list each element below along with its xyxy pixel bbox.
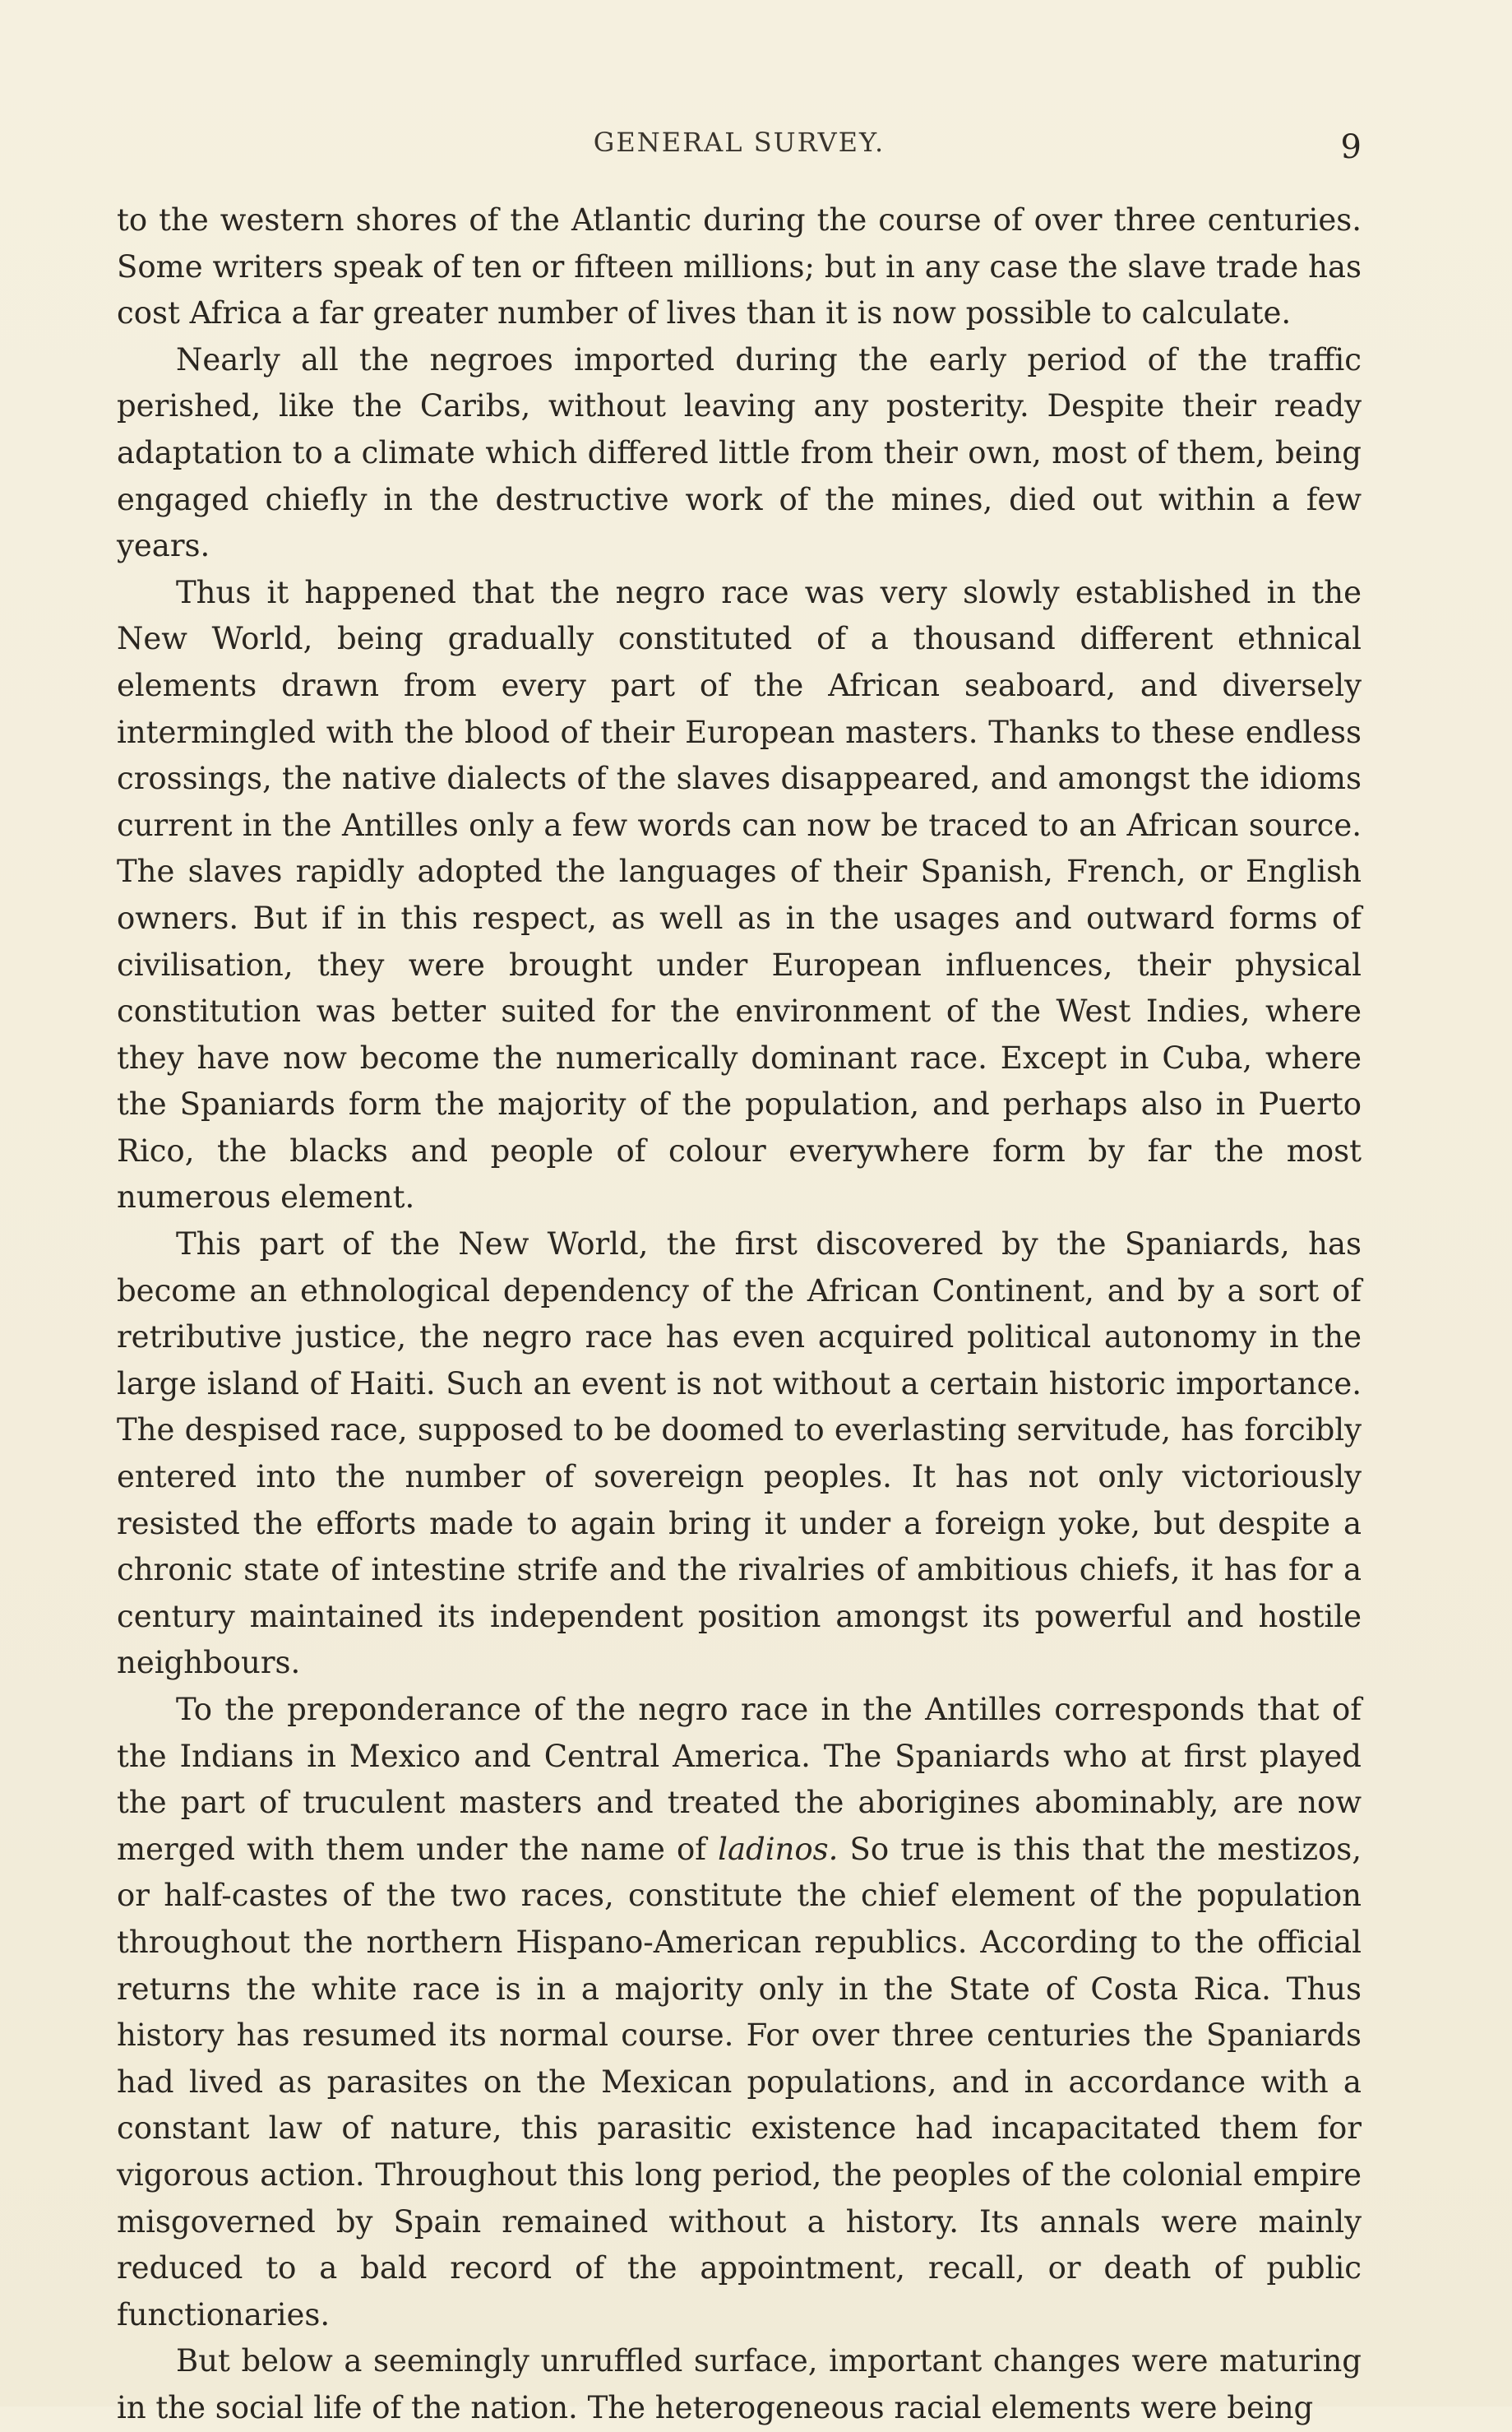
- body-text: [117, 197, 1362, 2432]
- paragraph-4: This part of the New World, the first discovered by the Spaniards, has become an ethnological dependency of the African Continent, and by a sort of retributive justice, the negro race has even acquired political autonomy in the large island of Haiti. Such an event is not without a certain historic importance. The despised race, supposed to be doomed to everlasting servitude, has forcibly entered into the number of sovereign peoples. It has not only victoriously resisted the efforts made to again bring it under a foreign yoke, but despite a chronic state of intestine strife and the rivalries of ambitious chiefs, it has for a century maintained its independent position amongst its powerful and hostile neighbours.: [117, 1226, 1362, 1681]
- page-header: [117, 122, 1362, 171]
- paragraph-5-part-2: So true is this that the mestizos, or half-castes of the two races, constitute the chief element of the population throughout the northern Hispano-American republics. According to the official returns the white race is in a majority only in the State of Costa Rica. Thus history has resumed its normal course. For over three centuries the Spaniards had lived as parasites on the Mexican populations, and in accordance with a constant law of nature, this parasitic existence had incapacitated them for vigorous action. Throughout this long period, the peoples of the colonial empire misgoverned by Spain remained without a history. Its annals were mainly reduced to a bald record of the appointment, recall, or death of public functionaries.: [117, 1831, 1362, 2332]
- paragraph-5-part-1: To the preponderance of the negro race in the Antilles corresponds that of the Indians in Mexico and Central America. The Spaniards who at first played the part of truculent masters and treated the aborigines abominably, are now merged with them under the name of: [117, 1692, 1362, 1867]
- running-head: GENERAL SURVEY.: [593, 127, 885, 158]
- paragraph-5: [117, 1687, 1362, 2338]
- paragraph-1: to the western shores of the Atlantic during the course of over three centuries. Some writers speak of ten or fifteen millions; but in any case the slave trade has cost Africa a far greater number of lives than it is now possible to calculate.: [117, 202, 1362, 331]
- paragraph-2: Nearly all the negroes imported during the early period of the traffic perished, like the Caribs, without leaving any posterity. Despite their ready adaptation to a climate which differed little from their own, most of them, being engaged chiefly in the destructive work of the mines, died out within a few years.: [117, 341, 1362, 564]
- paragraph-3: Thus it happened that the negro race was very slowly established in the New World, being gradually constituted of a thousand different ethnical elements drawn from every part of the African seaboard, and diversely intermingled with the blood of their European masters. Thanks to these endless crossings, the native dialects of the slaves disappeared, and amongst the idioms current in the Antilles only a few words can now be traced to an African source. The slaves rapidly adopted the languages of their Spanish, French, or English owners. But if in this respect, as well as in the usages and outward forms of civilisation, they were brought under European influences, their physical constitution was better suited for the environment of the West Indies, where they have now become the numerically dominant race. Except in Cuba, where the Spaniards form the majority of the population, and perhaps also in Puerto Rico, the blacks and people of colour everywhere form by far the most numerous element.: [117, 574, 1362, 1216]
- page-number: 9: [1340, 128, 1362, 166]
- italic-term-ladinos: ladinos.: [718, 1831, 839, 1867]
- paragraph-6: But below a seemingly unruffled surface, important changes were maturing in the social life of the nation. The heterogeneous racial elements were being: [117, 2343, 1362, 2425]
